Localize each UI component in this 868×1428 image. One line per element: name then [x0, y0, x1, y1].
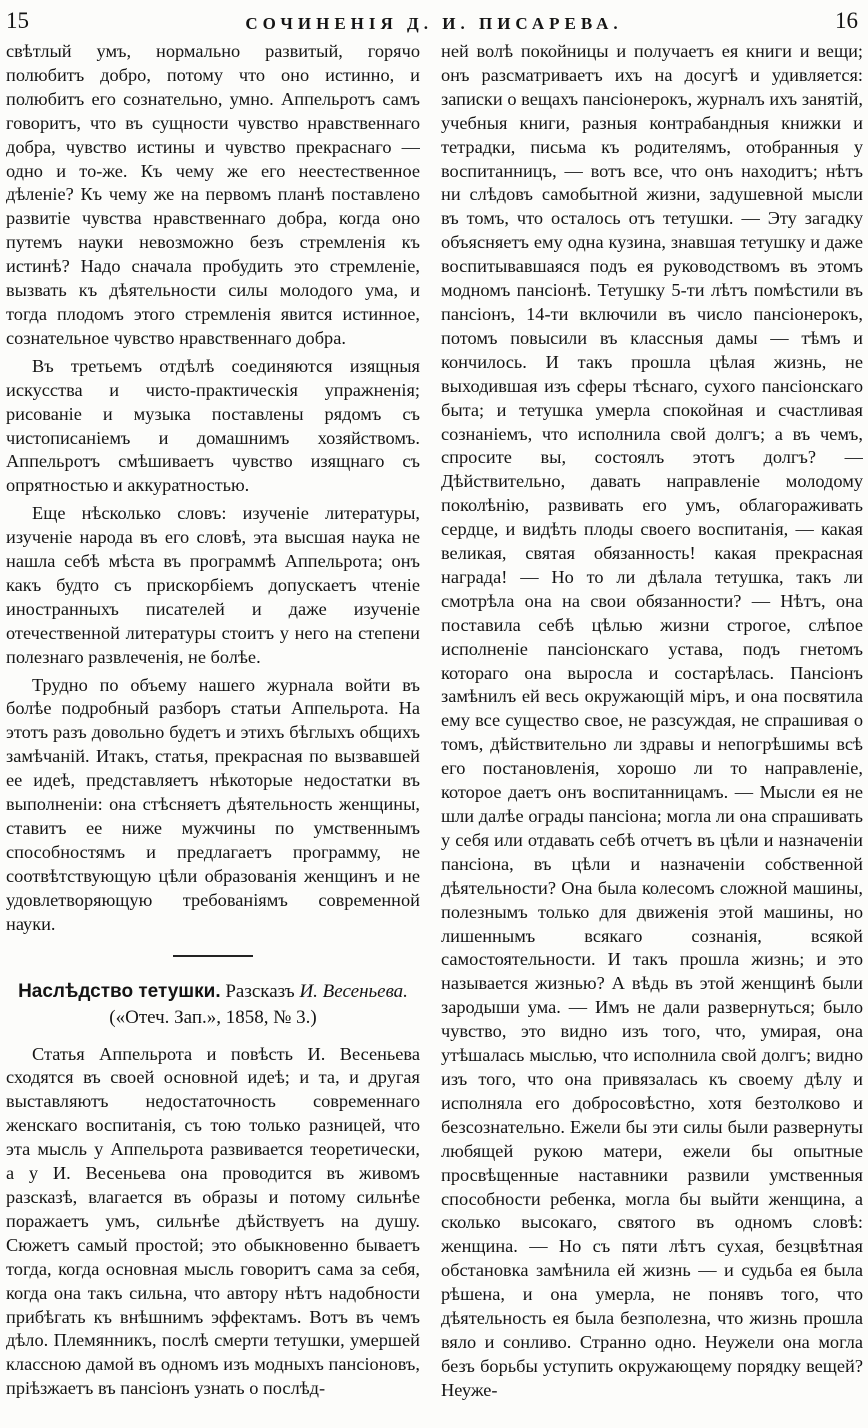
paragraph: Еще нѣсколько словъ: изученіе литературы, изученіе народа въ его словѣ, эта высшая наука не нашла себѣ мѣста въ программѣ Аппельрота; онъ какъ будто съ прискорбіемъ допускаетъ чтеніе иностранныхъ писателей и даже изученіе отечественной литературы стоитъ у него на степени полезнаго развлеченія, не болѣе.	[6, 503, 420, 667]
paragraph: свѣтлый умъ, нормально развитый, горячо полюбитъ добро, потому что оно истинно, и полюбитъ его сознательно, умно. Аппельротъ самъ говоритъ, что въ сущности чувство нравственнаго добра, чувство истины и чувство прекраснаго — одно и то-же. Къ чему же его неестественное дѣленіе? Къ чему же на первомъ планѣ поставлено развитіе чувства нравственнаго добра, когда оно путемъ науки невозможно безъ стремленія къ истинѣ? Надо сначала пробудить это стремленіе, вызвать къ дѣятельности силы молодого ума, и тогда плодомъ этого стремленія явится истинное, сознательное чувство нравственнаго добра.	[6, 41, 420, 348]
paragraph: Статья Аппельрота и повѣсть И. Весеньева сходятся въ своей основной идеѣ; и та, и другая выставляютъ недостаточность современнаго женскаго воспитанія, съ тою только разницей, что эта мысль у Аппельрота развивается теоретически, а у И. Весеньева она проводится въ живомъ разсказѣ, влагается въ образы и потому сильнѣе поражаетъ умъ, сильнѣе дѣйствуетъ на душу. Сюжетъ самый простой; это обыкновенно бываетъ тогда, когда основная мысль говоритъ сама за себя, когда она такъ сильна, что автору нѣтъ надобности прибѣгать къ внѣшнимъ эффектамъ. Вотъ въ чемъ дѣло. Племянникъ, послѣ смерти тетушки, умершей классною дамой въ одномъ изъ модныхъ пансіоновъ, пріѣзжаетъ въ пансіонъ узнать о послѣд-	[6, 1043, 420, 1399]
article-title: Наслѣдство тетушки.	[18, 980, 221, 1002]
left-column	[6, 40, 420, 1424]
article-genre: Разсказъ	[220, 980, 300, 1002]
section-separator	[173, 955, 253, 957]
paragraph: ней волѣ покойницы и получаетъ ея книги и вещи; онъ разсматриваетъ ихъ на досугѣ и удивляется: записки о вещахъ пансіонерокъ, журналъ ихъ занятій, учебныя книги, разныя контрабандныя книжки и тетрадки, письма къ родителямъ, отобранныя у воспитанницъ, — вотъ все, что онъ находитъ; нѣтъ ни слѣдовъ самобытной жизни, задушевной мысли въ томъ, что осталось отъ тетушки. — Эту загадку объясняетъ ему одна кузина, знавшая тетушку и даже воспитывавшаяся подъ ея руководствомъ въ этомъ модномъ пансіонѣ. Тетушку 5-ти лѣтъ помѣстили въ пансіонъ, 14-ти включили въ число пансіонерокъ, потомъ повысили въ классныя дамы — тѣмъ и кончилось. И такъ прошла цѣлая жизнь, не выходившая изъ сферы тѣснаго, сухого пансіонскаго быта; и тетушка умерла спокойная и счастливая сознаніемъ, что исполнила свой долгъ; а въ чемъ, спросите вы, состоялъ этотъ долгъ? — Дѣйствительно, давать направленіе молодому поколѣнію, развивать его умъ, облагораживать сердце, и видѣть плоды своего воспитанія, — какая великая, святая обязанность! какая прекрасная награда! — Но то ли дѣлала тетушка, такъ ли смотрѣла она на свои обязанности? — Нѣтъ, она поставила себѣ цѣлью жизни строгое, слѣпое исполненіе пансіонскаго устава, подъ гнетомъ котораго она выросла и состарѣлась. Пансіонъ замѣнилъ ей весь окружающій міръ, и она посвятила ему все существо свое, не разсуждая, не спрашивая о томъ, дѣйствительно ли здравы и непогрѣшимы всѣ его постановленія, хорошо ли то направленіе, которое даетъ онъ воспитанницамъ. — Мысли ея не шли далѣе ограды пансіона; могла ли она спрашивать у себя или отдавать себѣ отчетъ въ цѣли и назначеніи пансіона, въ цѣли и назначеніи собственной дѣятельности? Она была колесомъ сложной машины, полезнымъ только для движенія этой машины, но лишеннымъ всякаго сознанія, всякой самостоятельности. И такъ прошла жизнь; и это называется жизнью? А вѣдь въ этой женщинѣ были зародыши ума. — Имъ не дали развернуться; было чувство, это видно изъ того, что, умирая, она утѣшалась мыслью, что исполнила свой долгъ; видно изъ того, что она привязалась къ своему дѣлу и исполняла его добросовѣстно, хотя безтолково и безсознательно. Ежели бы эти силы были развернуты любящей рукою матери, ежели бы опытные просвѣщенные наставники развили умственныя способности ребенка, могла бы выйти женщина, а сколько высокаго, святого въ одномъ словѣ: женщина. — Но съ пяти лѣтъ сухая, безцвѣтная обстановка замѣнила ей жизнь — и судьба ея была рѣшена, и она умерла, не понявъ того, что дѣятельность ея была безполезна, что жизнь прошла вяло и сонливо. Странно одно. Неужели она могла безъ борьбы уступить окружающему порядку вещей? Неуже-	[441, 41, 863, 1400]
article-source: («Отеч. Зап.», 1858, № 3.)	[109, 1006, 317, 1028]
running-title: СОЧИНЕНІЯ Д. И. ПИСАРЕВА.	[245, 14, 623, 33]
paragraph: Трудно по объему нашего журнала войти въ болѣе подробный разборъ статьи Аппельрота. На этотъ разъ довольно будетъ и этихъ бѣглыхъ общихъ замѣчаній. Итакъ, статья, прекрасная по вызвавшей ее идеѣ, представляетъ нѣкоторые недостатки въ выполненіи: она стѣсняетъ дѣятельность женщины, ставитъ ее ниже мужчины по умственнымъ способностямъ и предлагаетъ программу, не соотвѣтствующую цѣли образованія женщинъ и не удовлетворяющую требованіямъ современной науки.	[6, 674, 420, 934]
page-number-left: 15	[6, 8, 29, 33]
article-author: И. Весеньева.	[299, 980, 408, 1002]
page-number-right: 16	[835, 8, 858, 33]
right-column	[441, 40, 863, 1424]
article-heading	[6, 979, 420, 1005]
page-header	[0, 0, 868, 40]
paragraph: Въ третьемъ отдѣлѣ соединяются изящныя искусства и чисто-практическія упражненія; рисованіе и музыка поставлены рядомъ съ чистописаніемъ и домашнимъ хозяйствомъ. Аппельротъ смѣшиваетъ чувство изящнаго съ опрятностью и аккуратностью.	[6, 355, 420, 496]
